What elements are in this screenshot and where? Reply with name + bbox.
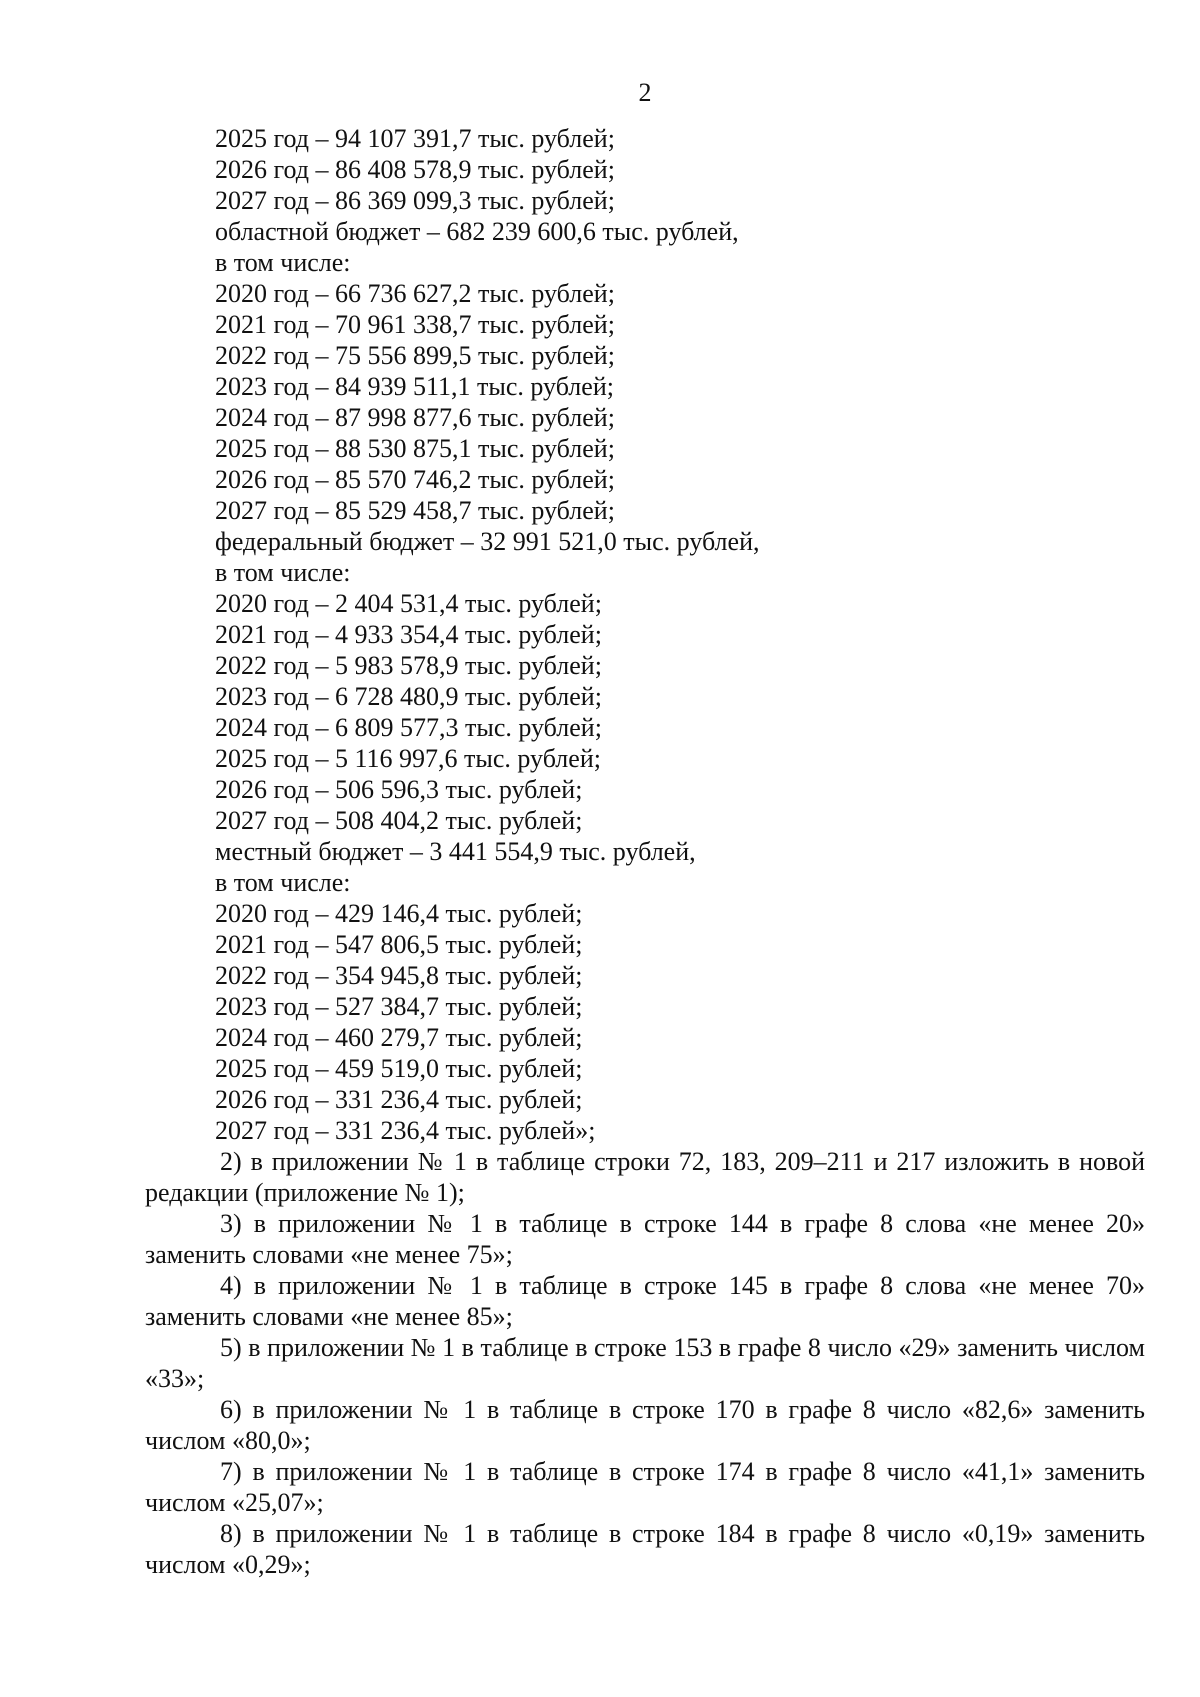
amendment-list xyxy=(145,1146,1145,1580)
amendment-paragraph: 3) в приложении № 1 в таблице в строке 144 в графе 8 слова «не менее 20» заменить словами «не менее 75»; xyxy=(145,1209,1145,1269)
amendment-paragraph: 5) в приложении № 1 в таблице в строке 153 в графе 8 число «29» заменить числом «33»; xyxy=(145,1333,1145,1393)
amendment-paragraph: 6) в приложении № 1 в таблице в строке 170 в графе 8 число «82,6» заменить числом «80,0»; xyxy=(145,1395,1145,1455)
budget-line: 2021 год – 4 933 354,4 тыс. рублей; xyxy=(215,620,602,649)
budget-line: 2022 год – 5 983 578,9 тыс. рублей; xyxy=(215,651,602,680)
budget-line: 2020 год – 66 736 627,2 тыс. рублей; xyxy=(215,279,615,308)
amendment-paragraph: 2) в приложении № 1 в таблице строки 72, 183, 209–211 и 217 изложить в новой редакции (приложение № 1); xyxy=(145,1147,1145,1207)
amendment-paragraph: 8) в приложении № 1 в таблице в строке 184 в графе 8 число «0,19» заменить числом «0,29»; xyxy=(145,1519,1145,1579)
budget-line: 2026 год – 331 236,4 тыс. рублей; xyxy=(215,1085,583,1114)
budget-line: 2024 год – 87 998 877,6 тыс. рублей; xyxy=(215,403,615,432)
budget-line: 2027 год – 86 369 099,3 тыс. рублей; xyxy=(215,186,615,215)
budget-line: 2024 год – 6 809 577,3 тыс. рублей; xyxy=(215,713,602,742)
budget-line: 2024 год – 460 279,7 тыс. рублей; xyxy=(215,1023,583,1052)
budget-line: 2021 год – 547 806,5 тыс. рублей; xyxy=(215,930,583,959)
budget-line: 2023 год – 6 728 480,9 тыс. рублей; xyxy=(215,682,602,711)
budget-line: 2023 год – 527 384,7 тыс. рублей; xyxy=(215,992,583,1021)
budget-line: 2027 год – 331 236,4 тыс. рублей»; xyxy=(215,1116,596,1145)
budget-line: в том числе: xyxy=(215,558,351,587)
budget-line: в том числе: xyxy=(215,248,351,277)
budget-line: 2027 год – 508 404,2 тыс. рублей; xyxy=(215,806,583,835)
budget-line: 2025 год – 94 107 391,7 тыс. рублей; xyxy=(215,124,615,153)
budget-line: 2021 год – 70 961 338,7 тыс. рублей; xyxy=(215,310,615,339)
budget-line: 2022 год – 75 556 899,5 тыс. рублей; xyxy=(215,341,615,370)
budget-line: 2025 год – 88 530 875,1 тыс. рублей; xyxy=(215,434,615,463)
budget-line: в том числе: xyxy=(215,868,351,897)
budget-line: 2022 год – 354 945,8 тыс. рублей; xyxy=(215,961,583,990)
page-number: 2 xyxy=(638,78,652,107)
budget-line: 2026 год – 506 596,3 тыс. рублей; xyxy=(215,775,583,804)
budget-line: 2023 год – 84 939 511,1 тыс. рублей; xyxy=(215,372,614,401)
budget-line: 2026 год – 85 570 746,2 тыс. рублей; xyxy=(215,465,615,494)
budget-line: 2025 год – 5 116 997,6 тыс. рублей; xyxy=(215,744,601,773)
budget-line: областной бюджет – 682 239 600,6 тыс. рублей, xyxy=(215,217,739,246)
amendment-paragraph: 4) в приложении № 1 в таблице в строке 145 в графе 8 слова «не менее 70» заменить словами «не менее 85»; xyxy=(145,1271,1145,1331)
budget-line: 2027 год – 85 529 458,7 тыс. рублей; xyxy=(215,496,615,525)
budget-line: 2026 год – 86 408 578,9 тыс. рублей; xyxy=(215,155,615,184)
document-body xyxy=(145,123,1145,1580)
budget-line: 2020 год – 429 146,4 тыс. рублей; xyxy=(215,899,583,928)
budget-line: 2020 год – 2 404 531,4 тыс. рублей; xyxy=(215,589,602,618)
budget-line: местный бюджет – 3 441 554,9 тыс. рублей, xyxy=(215,837,696,866)
budget-line: федеральный бюджет – 32 991 521,0 тыс. рублей, xyxy=(215,527,760,556)
budget-line: 2025 год – 459 519,0 тыс. рублей; xyxy=(215,1054,583,1083)
amendment-paragraph: 7) в приложении № 1 в таблице в строке 174 в графе 8 число «41,1» заменить числом «25,07»; xyxy=(145,1457,1145,1517)
